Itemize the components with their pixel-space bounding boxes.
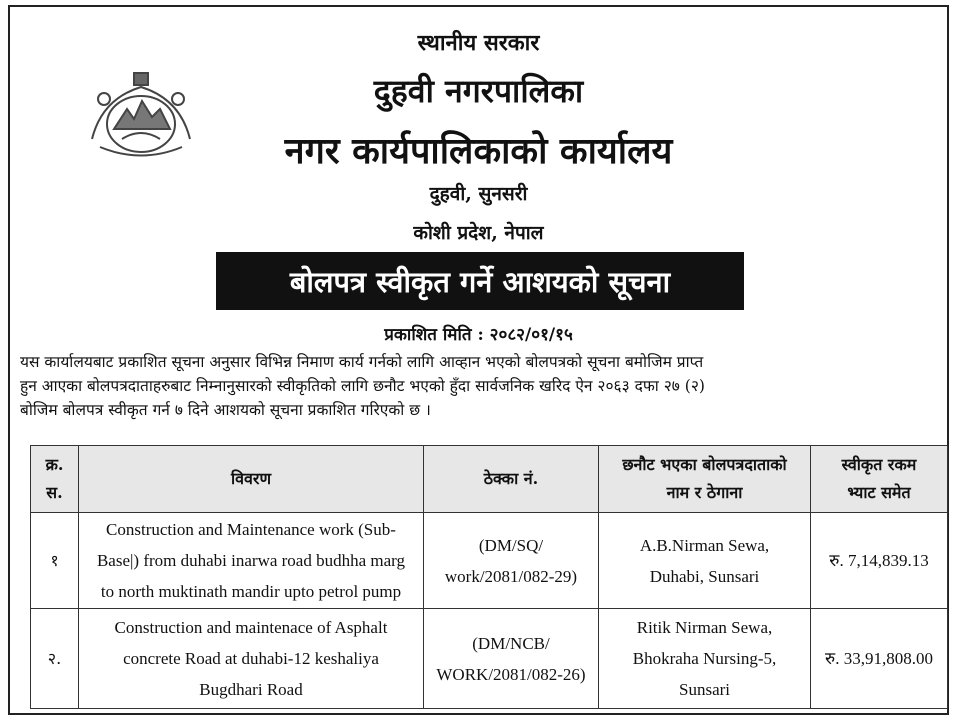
cell-serial: १ xyxy=(31,513,79,609)
cell-description: Construction and Maintenance work (Sub- Base|) from duhabi inarwa road budhha marg to north muktinath mandir upto petrol pump xyxy=(79,513,424,609)
table-row xyxy=(31,609,948,709)
header-line-local-government: स्थानीय सरकार xyxy=(417,30,540,56)
header-address-district: दुहवी, सुनसरी xyxy=(429,183,528,205)
notice-body xyxy=(20,350,940,422)
header-municipality-name: दुहवी नगरपालिका xyxy=(373,72,584,110)
notice-page xyxy=(8,5,949,715)
cell-bidder: A.B.Nirman Sewa, Duhabi, Sunsari xyxy=(599,513,811,609)
table-header-row xyxy=(31,446,948,513)
published-date: प्रकाशित मिति : २०८२/०१/१५ xyxy=(384,325,573,345)
header-address-province: कोशी प्रदेश, नेपाल xyxy=(413,222,544,244)
notice-body-line: बोजिम बोलपत्र स्वीकृत गर्न ७ दिने आशयको सूचना प्रकाशित गरिएको छ । xyxy=(20,401,431,419)
cell-contract-number: (DM/SQ/ work/2081/082-29) xyxy=(424,513,599,609)
notice-body-line: हुन आएका बोलपत्रदाताहरुबाट निम्नानुसारको स्वीकृतिको लागि छनौट भएको हुँदा सार्वजनिक खरिद ऐन २०६३ दफा २७ (२) xyxy=(20,377,705,395)
cell-serial: २. xyxy=(31,609,79,709)
tender-table xyxy=(30,445,948,709)
cell-bidder: Ritik Nirman Sewa, Bhokraha Nursing-5, Sunsari xyxy=(599,609,811,709)
header-bidder: छनौट भएका बोलपत्रदाताको नाम र ठेगाना xyxy=(599,446,811,513)
notice-title-banner: बोलपत्र स्वीकृत गर्ने आशयको सूचना xyxy=(216,252,744,310)
header-office-name: नगर कार्यपालिकाको कार्यालय xyxy=(284,130,673,172)
header-contract-number: ठेक्का नं. xyxy=(424,446,599,513)
cell-contract-number: (DM/NCB/ WORK/2081/082-26) xyxy=(424,609,599,709)
cell-amount: रु. 7,14,839.13 xyxy=(811,513,948,609)
header-description: विवरण xyxy=(79,446,424,513)
header-approved-amount: स्वीकृत रकम भ्याट समेत xyxy=(811,446,948,513)
notice-body-line: यस कार्यालयबाट प्रकाशित सूचना अनुसार विभिन्न निमाण कार्य गर्नको लागि आव्हान भएको बोलपत्रको सूचना बमोजिम प्राप्त xyxy=(20,353,704,371)
cell-description: Construction and maintenace of Asphalt concrete Road at duhabi-12 keshaliya Bugdhari Road xyxy=(79,609,424,709)
table-row xyxy=(31,513,948,609)
header-serial: क्र. स. xyxy=(31,446,79,513)
cell-amount: रु. 33,91,808.00 xyxy=(811,609,948,709)
